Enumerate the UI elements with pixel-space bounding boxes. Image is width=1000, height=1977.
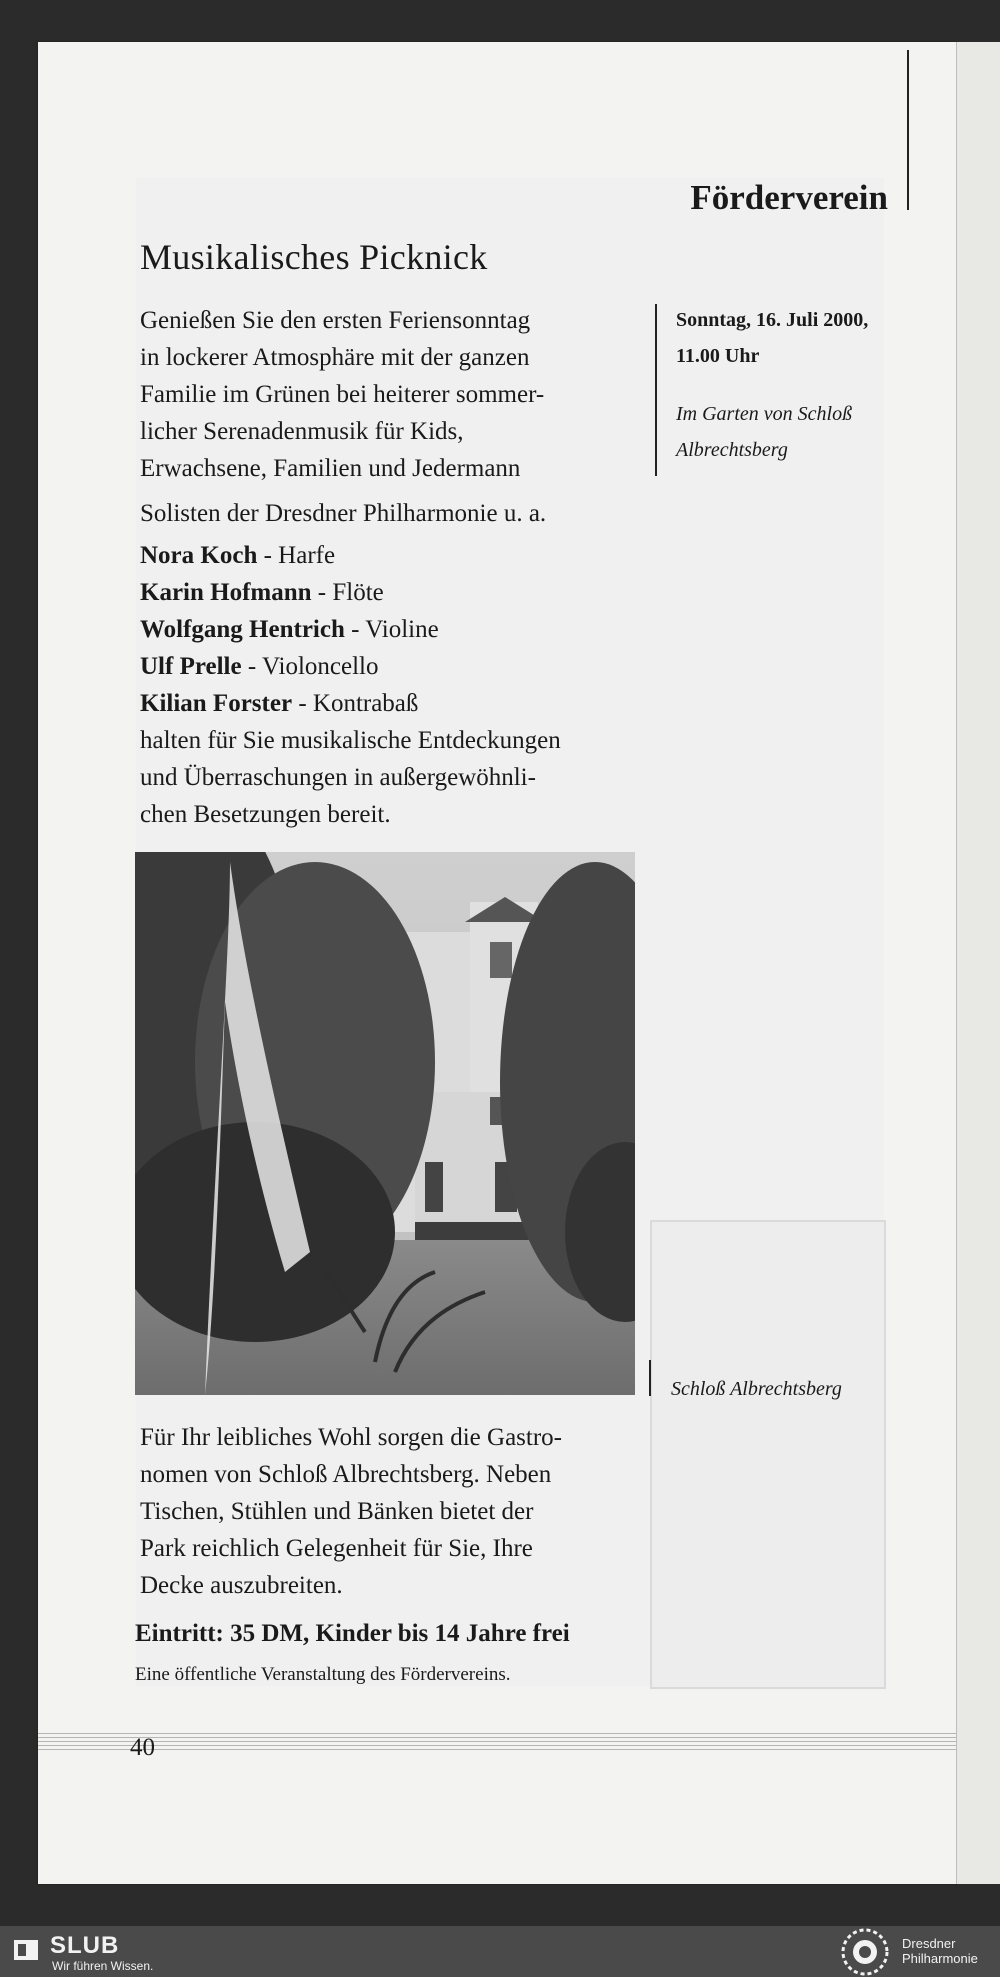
catering-paragraph [140, 1419, 660, 1604]
performer-item [140, 648, 660, 685]
header-rule [907, 50, 909, 210]
page-number: 40 [130, 1734, 155, 1761]
performer-name: Ulf Prelle [140, 653, 242, 680]
photo-caption: Schloß Albrechtsberg [671, 1378, 842, 1400]
catering-line: Für Ihr leibliches Wohl sorgen die Gastro- [140, 1424, 562, 1451]
intro-line: Genießen Sie den ersten Feriensonntag [140, 307, 531, 334]
castle-photo [135, 852, 635, 1395]
performer-instrument: - Kontrabaß [292, 690, 419, 717]
catering-line: nomen von Schloß Albrechtsberg. Neben [140, 1461, 552, 1488]
slub-book-icon [14, 1938, 38, 1962]
orchestra-name-line1: Dresdner [902, 1936, 956, 1951]
orchestra-name [902, 1936, 998, 1966]
event-venue-line2: Albrechtsberg [676, 439, 788, 461]
event-time: 11.00 Uhr [676, 345, 760, 367]
intro-line: Familie im Grünen bei heiterer sommer- [140, 381, 545, 408]
outro-paragraph [140, 722, 660, 833]
soloists-intro: Solisten der Dresdner Philharmonie u. a. [140, 500, 547, 527]
intro-line: in lockerer Atmosphäre mit der ganzen [140, 344, 530, 371]
footer-rules [38, 1733, 956, 1763]
performer-instrument: - Violine [344, 616, 439, 643]
sidebar-rule [655, 304, 657, 476]
performer-item [140, 611, 660, 648]
performer-instrument: - Harfe [257, 542, 336, 569]
library-name: SLUB [50, 1932, 120, 1959]
viewer-footer-bar [0, 1926, 1000, 1977]
performer-item [140, 574, 660, 611]
section-heading: Förderverein [690, 178, 888, 217]
event-date: Sonntag, 16. Juli 2000, [676, 309, 869, 331]
caption-rule [649, 1360, 651, 1396]
show-through-ad-box [650, 1220, 886, 1689]
performer-instrument: - Violoncello [241, 653, 379, 680]
orchestra-logo-icon [840, 1927, 890, 1977]
event-info-sidebar [676, 302, 906, 468]
performer-name: Kilian Forster [140, 690, 293, 717]
catering-line: Decke auszubreiten. [140, 1572, 343, 1599]
orchestra-name-line2: Philharmonie [902, 1951, 978, 1966]
performer-instrument: - Flöte [311, 579, 384, 606]
event-venue: Im Garten von Schloß [676, 403, 853, 425]
performer-item [140, 537, 660, 574]
performer-name: Nora Koch [140, 542, 258, 569]
catering-line: Tischen, Stühlen und Bänken bietet der [140, 1498, 534, 1525]
performer-item [140, 685, 660, 722]
performer-name: Karin Hofmann [140, 579, 312, 606]
admission-info: Eintritt: 35 DM, Kinder bis 14 Jahre frei [135, 1620, 570, 1647]
performer-name: Wolfgang Hentrich [140, 616, 345, 643]
library-slogan: Wir führen Wissen. [52, 1959, 154, 1973]
adjacent-page-edge [956, 42, 1000, 1884]
article-title: Musikalisches Picknick [140, 237, 488, 277]
performer-list [140, 537, 660, 722]
outro-line: chen Besetzungen bereit. [140, 801, 391, 828]
intro-line: Erwachsene, Familien und Jedermann [140, 455, 521, 482]
intro-line: licher Serenadenmusik für Kids, [140, 418, 464, 445]
catering-line: Park reichlich Gelegenheit für Sie, Ihre [140, 1535, 533, 1562]
outro-line: und Überraschungen in außergewöhnli- [140, 764, 536, 791]
organizer-note: Eine öffentliche Veranstaltung des Fördervereins. [135, 1664, 511, 1685]
outro-line: halten für Sie musikalische Entdeckungen [140, 727, 561, 754]
intro-paragraph [140, 302, 660, 532]
